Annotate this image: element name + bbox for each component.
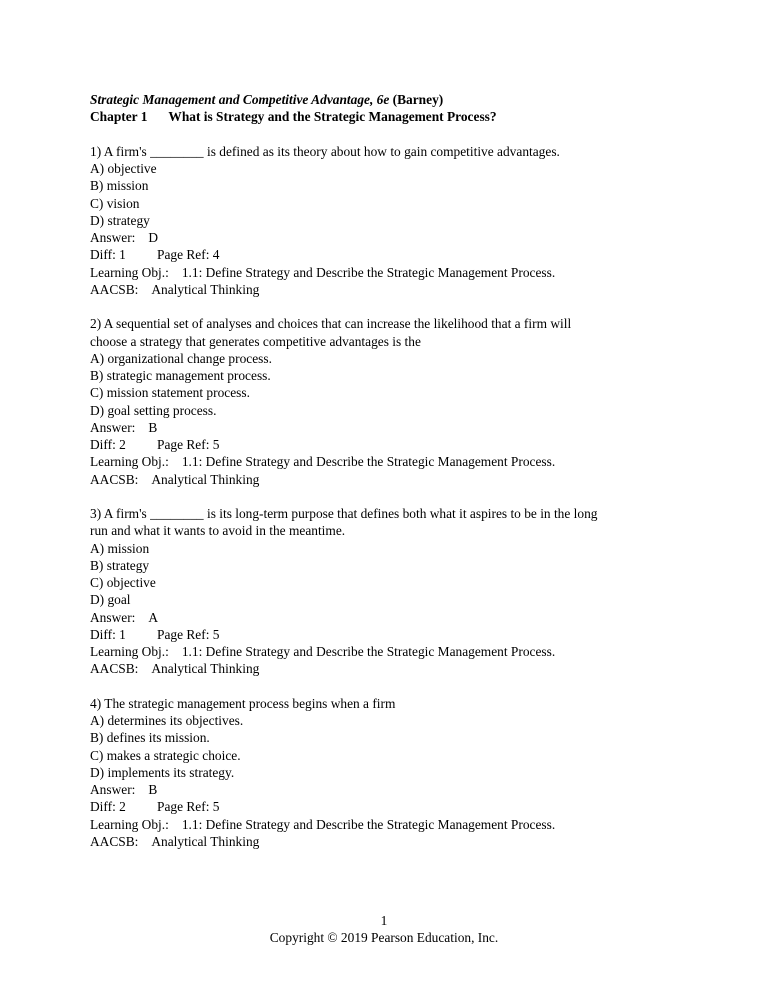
aacsb-label: AACSB: [90, 281, 139, 297]
choice-d: D) goal setting process. [90, 402, 217, 418]
learning-obj-line [90, 453, 690, 470]
page-number: 1 [380, 913, 388, 928]
answer-value: D [148, 230, 159, 245]
diff-line [90, 798, 690, 815]
diff-line [90, 626, 690, 643]
diff-line [90, 436, 690, 453]
choice-b: B) strategic management process. [90, 368, 271, 383]
choice-b: B) defines its mission. [90, 730, 210, 746]
learning-obj-value: 1.1: Define Strategy and Describe the Strategic Management Process. [181, 644, 556, 659]
page-ref: Page Ref: 5 [157, 626, 220, 642]
book-author: (Barney) [389, 92, 444, 107]
aacsb-line [90, 281, 690, 298]
answer-label: Answer: [90, 782, 136, 797]
question-block-2 [90, 315, 690, 488]
choice-d: D) goal [90, 592, 131, 608]
answer-line [90, 229, 690, 246]
question-block-4 [90, 695, 690, 850]
answer-value: B [148, 419, 158, 435]
diff-value: Diff: 1 [90, 626, 126, 642]
choice-b: B) mission [90, 178, 149, 194]
page-ref: Page Ref: 5 [157, 437, 220, 452]
learning-obj-value: 1.1: Define Strategy and Describe the Strategic Management Process. [181, 264, 556, 280]
aacsb-label: AACSB: [90, 833, 139, 849]
chapter-title: What is Strategy and the Strategic Management Process? [168, 109, 497, 125]
diff-line [90, 246, 690, 263]
copyright-notice: Copyright © 2019 Pearson Education, Inc. [269, 930, 499, 946]
aacsb-value: Analytical Thinking [151, 661, 260, 677]
aacsb-label: AACSB: [90, 471, 139, 487]
learning-obj-label: Learning Obj.: [90, 816, 169, 832]
page-content [90, 91, 690, 867]
choice-d: D) strategy [90, 212, 150, 228]
choice-c: C) mission statement process. [90, 385, 250, 401]
choice-c: C) makes a strategic choice. [90, 747, 241, 763]
choice-a: A) mission [90, 540, 150, 556]
choice-a: A) objective [90, 161, 157, 176]
answer-value: B [148, 782, 158, 797]
aacsb-value: Analytical Thinking [151, 471, 260, 487]
answer-line [90, 609, 690, 626]
aacsb-label: AACSB: [90, 661, 139, 677]
diff-value: Diff: 2 [90, 799, 126, 815]
book-title: Strategic Management and Competitive Advantage, 6e [90, 92, 390, 107]
learning-obj-line [90, 264, 690, 281]
aacsb-value: Analytical Thinking [151, 833, 260, 849]
diff-value: Diff: 1 [90, 247, 126, 263]
answer-label: Answer: [90, 230, 136, 245]
question-stem-cont: run and what it wants to avoid in the meantime. [90, 523, 346, 539]
diff-value: Diff: 2 [90, 437, 126, 452]
choice-a: A) organizational change process. [90, 350, 272, 366]
learning-obj-label: Learning Obj.: [90, 264, 169, 280]
learning-obj-label: Learning Obj.: [90, 454, 169, 470]
answer-line [90, 781, 690, 798]
aacsb-line [90, 660, 690, 677]
learning-obj-line [90, 643, 690, 660]
learning-obj-value: 1.1: Define Strategy and Describe the Strategic Management Process. [181, 816, 556, 832]
aacsb-line [90, 471, 690, 488]
question-stem: 2) A sequential set of analyses and choices that can increase the likelihood that a firm will [90, 316, 572, 332]
aacsb-value: Analytical Thinking [151, 281, 260, 297]
choice-c: C) vision [90, 195, 140, 211]
aacsb-line [90, 833, 690, 850]
learning-obj-value: 1.1: Define Strategy and Describe the Strategic Management Process. [181, 454, 556, 470]
question-block-3 [90, 505, 690, 678]
chapter-line [90, 108, 690, 125]
chapter-label: Chapter 1 [90, 109, 148, 125]
choice-b: B) strategy [90, 557, 150, 573]
choice-d: D) implements its strategy. [90, 764, 235, 780]
answer-label: Answer: [90, 419, 136, 435]
question-stem: 4) The strategic management process begins when a firm [90, 695, 396, 711]
answer-value: A [148, 609, 159, 625]
answer-label: Answer: [90, 609, 136, 625]
page-ref: Page Ref: 5 [157, 799, 220, 815]
book-title-line [90, 91, 690, 108]
choice-a: A) determines its objectives. [90, 713, 244, 728]
question-stem: 1) A firm's ________ is defined as its theory about how to gain competitive advantages. [90, 143, 560, 159]
learning-obj-line [90, 816, 690, 833]
page-footer [0, 912, 768, 947]
choice-c: C) objective [90, 575, 156, 590]
learning-obj-label: Learning Obj.: [90, 644, 169, 659]
question-block-1 [90, 143, 690, 298]
question-stem-cont: choose a strategy that generates competitive advantages is the [90, 333, 421, 349]
document-header [90, 91, 690, 126]
question-stem: 3) A firm's ________ is its long-term purpose that defines both what it aspires to be in the long [90, 506, 598, 521]
answer-line [90, 419, 690, 436]
page-ref: Page Ref: 4 [157, 247, 220, 263]
